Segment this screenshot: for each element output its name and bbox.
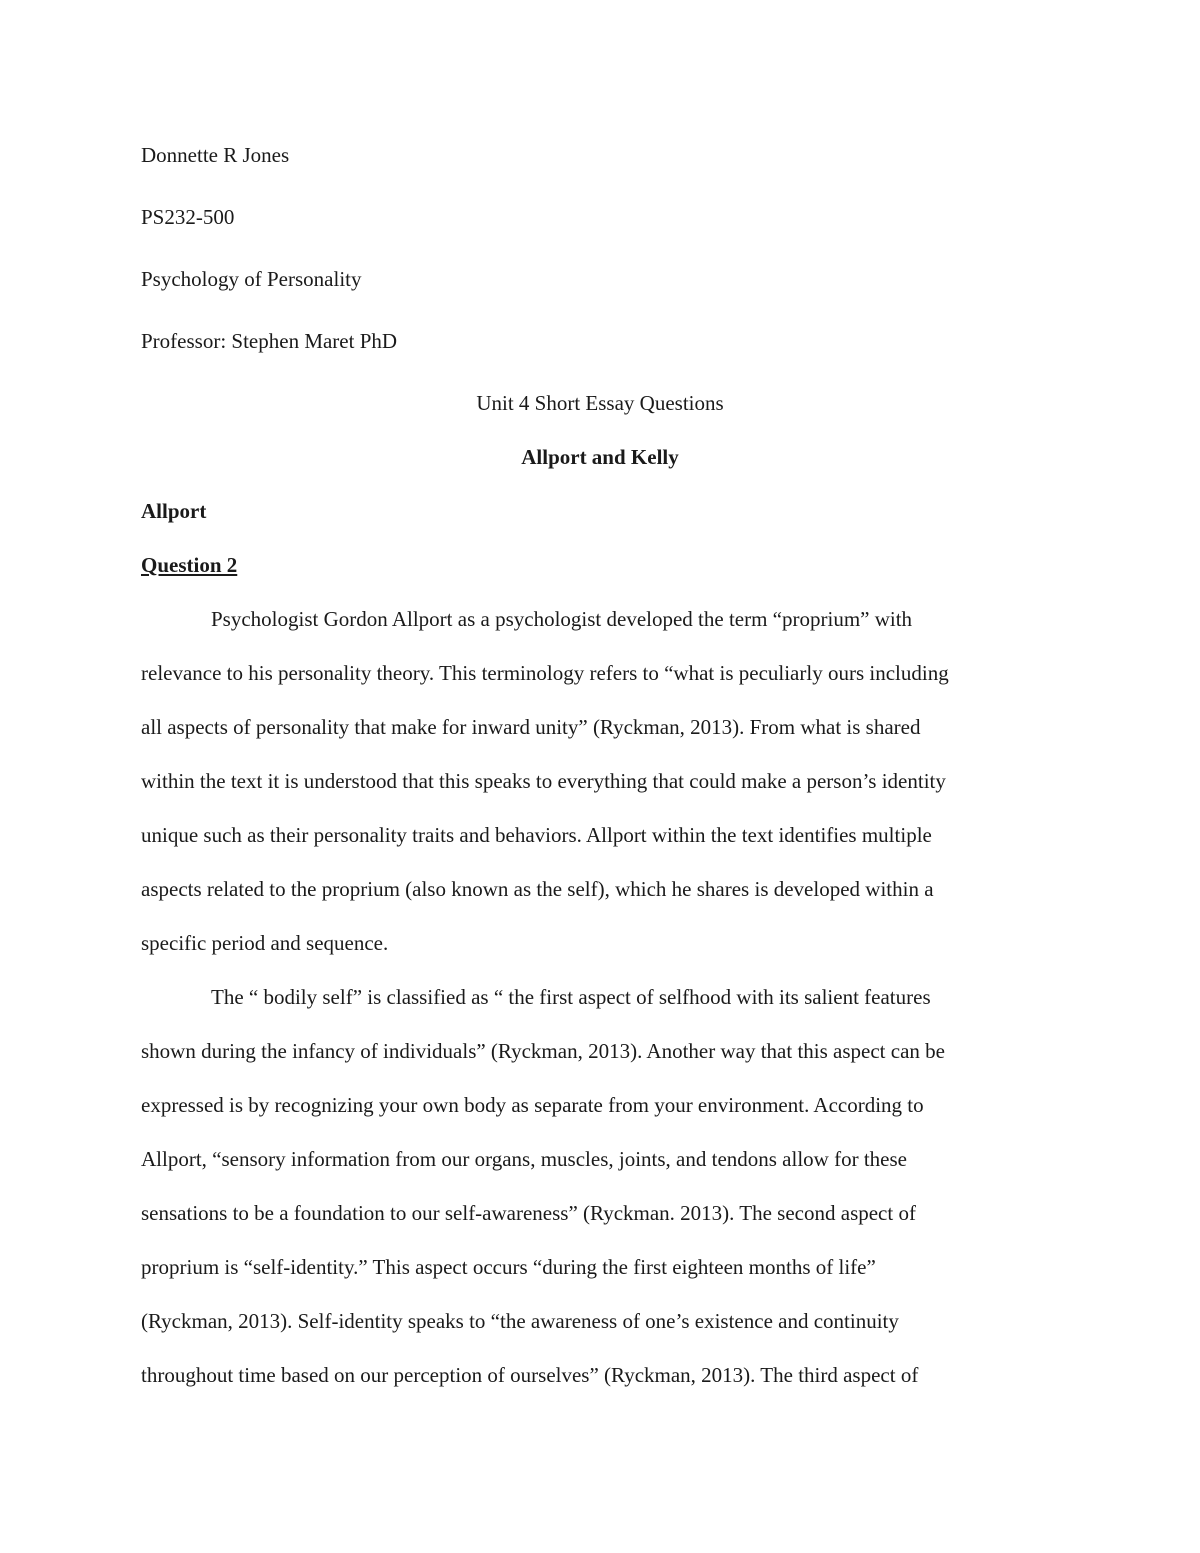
question-heading: Question 2	[141, 553, 238, 577]
course-name: Psychology of Personality	[141, 267, 362, 291]
professor-line: Professor: Stephen Maret PhD	[141, 329, 398, 353]
paragraph-line: The “ bodily self” is classified as “ the first aspect of selfhood with its salient features	[211, 985, 931, 1009]
paragraph-line: aspects related to the proprium (also known as the self), which he shares is developed within a	[141, 877, 934, 901]
essay-subtitle: Allport and Kelly	[521, 445, 679, 469]
paragraph-line: unique such as their personality traits and behaviors. Allport within the text identifies multiple	[141, 823, 932, 847]
paragraph-line: shown during the infancy of individuals” (Ryckman, 2013). Another way that this aspect can be	[141, 1039, 945, 1063]
document-content	[141, 128, 1059, 1402]
paragraph-line: Allport, “sensory information from our organs, muscles, joints, and tendons allow for these	[141, 1147, 907, 1171]
paragraph-line: relevance to his personality theory. This terminology refers to “what is peculiarly ours including	[141, 661, 949, 685]
paragraph-line: within the text it is understood that this speaks to everything that could make a person’s identity	[141, 769, 946, 793]
paragraph-line: specific period and sequence.	[141, 931, 389, 955]
body-paragraph-2	[141, 970, 1059, 1402]
course-code: PS232-500	[141, 205, 235, 229]
paragraph-line: all aspects of personality that make for inward unity” (Ryckman, 2013). From what is shared	[141, 715, 921, 739]
body-paragraph-1	[141, 592, 1059, 970]
paragraph-line: proprium is “self-identity.” This aspect occurs “during the first eighteen months of life”	[141, 1255, 876, 1279]
paragraph-line: throughout time based on our perception of ourselves” (Ryckman, 2013). The third aspect of	[141, 1363, 919, 1387]
section-heading: Allport	[141, 499, 207, 523]
paragraph-line: expressed is by recognizing your own body as separate from your environment. According to	[141, 1093, 924, 1117]
student-name: Donnette R Jones	[141, 143, 290, 167]
paragraph-line: Psychologist Gordon Allport as a psychologist developed the term “proprium” with	[211, 607, 913, 631]
paragraph-line: sensations to be a foundation to our self-awareness” (Ryckman. 2013). The second aspect of	[141, 1201, 916, 1225]
paragraph-line: (Ryckman, 2013). Self-identity speaks to “the awareness of one’s existence and continuity	[141, 1309, 899, 1333]
assignment-title: Unit 4 Short Essay Questions	[476, 391, 724, 415]
